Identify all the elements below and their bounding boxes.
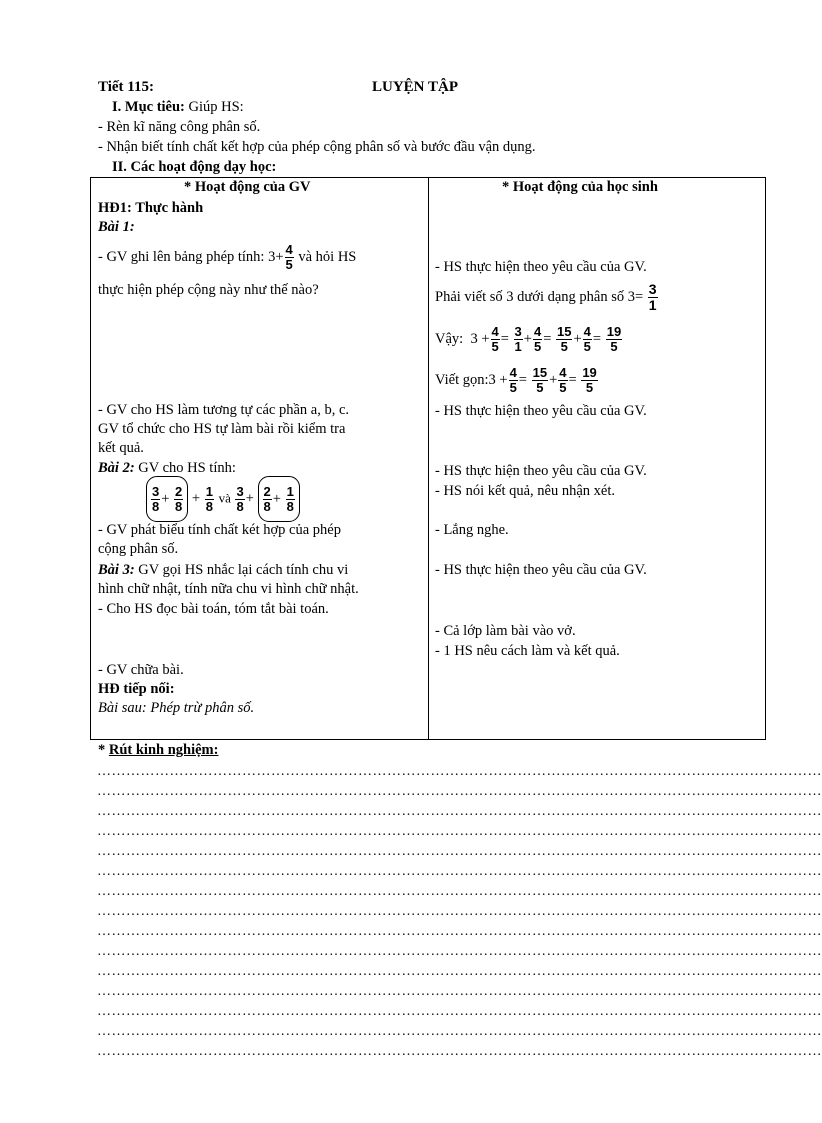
review-dotted-line: …………………………………………………………………………………………………………………………………… [97,944,822,959]
review-dotted-line: …………………………………………………………………………………………………………………………………… [97,1044,822,1059]
review-dotted-line: …………………………………………………………………………………………………………………………………… [97,1004,822,1019]
review-dotted-line: …………………………………………………………………………………………………………………………………… [97,804,822,819]
review-dotted-line: …………………………………………………………………………………………………………………………………… [97,764,822,779]
hd1-heading: HĐ1: Thực hành [98,200,204,216]
review-dotted-line: …………………………………………………………………………………………………………………………………… [97,904,822,919]
gv-instruction-line: - Cho HS đọc bài toán, tóm tắt bài toán. [98,601,329,617]
parenthesis-group: $\frac{3}{8}$ + $\frac{2}{8}$ [146,476,188,522]
hd-next-heading: HĐ tiếp nối: [98,681,175,697]
hs-calculation-short: Viết gọn:3 + $\frac{4}{5}$ = $\frac{15}{5}$ + $\frac{4}{5}$ = $\frac{19}{5}$ [435,365,597,396]
gv-instruction-line: kết quả. [98,440,144,456]
page-title: LUYỆN TẬP [372,79,458,95]
gv-instruction-line: GV tổ chức cho HS tự làm bài rồi kiểm tra [98,421,346,437]
hs-response: - HS nói kết quả, nêu nhận xét. [435,483,616,499]
gv-column-header: * Hoạt động của GV [184,179,311,195]
review-heading: Rút kinh nghiệm: [108,742,219,758]
hs-response: - 1 HS nêu cách làm và kết quả. [435,643,620,659]
hs-response: - HS thực hiện theo yêu cầu của GV. [435,259,647,275]
review-dotted-line: …………………………………………………………………………………………………………………………………… [97,784,822,799]
review-dotted-line: …………………………………………………………………………………………………………………………………… [97,964,822,979]
objective-item-1: - Rèn kĩ năng công phân số. [98,119,261,135]
review-dotted-line: …………………………………………………………………………………………………………………………………… [97,864,822,879]
bai2-expression: $\frac{3}{8}$ + $\frac{2}{8}$ + $\frac{1}{8}$ và $\frac{3}{8}$ + $\frac{2}{8}$ + $\frac{1}{8}$ [146,476,300,522]
bai3-line: Bài 3: GV gọi HS nhắc lại cách tính chu vi [98,562,349,578]
gv-instruction-line: - GV phát biểu tính chất két hợp của phép [98,522,341,538]
table-column-divider [428,177,429,740]
fraction-4-5: $\frac{4}{5}$ [285,242,293,273]
review-dotted-line: …………………………………………………………………………………………………………………………………… [97,1024,822,1039]
review-dotted-line: …………………………………………………………………………………………………………………………………… [97,924,822,939]
gv-instruction-line: cộng phân số. [98,541,179,557]
objectives-intro: Giúp HS: [184,99,244,115]
lesson-number: Tiết 115: [98,79,154,95]
hs-response-fraction: Phải viết số 3 dưới dạng phân số 3= $\frac{3}{1}$ [435,281,657,314]
bai2-label: Bài 2: [98,460,135,476]
bai1-label: Bài 1: [98,219,135,235]
bai1-question-cont: thực hiện phép cộng này như thế nào? [98,282,319,298]
activities-heading: II. Các hoạt động dạy học: [112,159,277,175]
objectives-line [112,99,244,116]
objective-item-2: - Nhận biết tính chất kết hợp của phép cộng phân số và bước đầu vận dụng. [98,139,536,155]
hs-response: - HS thực hiện theo yêu cầu của GV. [435,463,647,479]
hs-response: - HS thực hiện theo yêu cầu của GV. [435,403,647,419]
bai3-label: Bài 3: [98,562,135,578]
gv-instruction-line: - GV chữa bài. [98,662,184,678]
gv-instruction-line: hình chữ nhật, tính nữa chu vi hình chữ nhật. [98,581,359,597]
review-heading-line: * Rút kinh nghiệm: [98,742,219,758]
hs-calculation: Vậy: 3 + $\frac{4}{5}$ = $\frac{3}{1}$ + $\frac{4}{5}$ = $\frac{15}{5}$ + $\frac{4}{5}$ = $\frac{19}{5}$ [435,324,622,355]
hs-response: - Lắng nghe. [435,522,509,538]
bai2-line: Bài 2: GV cho HS tính: [98,460,236,476]
hs-response: - HS thực hiện theo yêu cầu của GV. [435,562,647,578]
hs-column-header: * Hoạt động của học sinh [502,179,658,195]
review-dotted-line: …………………………………………………………………………………………………………………………………… [97,884,822,899]
review-dotted-line: …………………………………………………………………………………………………………………………………… [97,824,822,839]
objectives-heading: I. Mục tiêu: [112,99,185,115]
parenthesis-group: $\frac{2}{8}$ + $\frac{1}{8}$ [258,476,300,522]
review-dotted-line: …………………………………………………………………………………………………………………………………… [97,844,822,859]
gv-instruction-line: - GV cho HS làm tương tự các phần a, b, c. [98,402,350,418]
review-dotted-line: …………………………………………………………………………………………………………………………………… [97,984,822,999]
hs-response: - Cả lớp làm bài vào vở. [435,623,576,639]
bai1-question: - GV ghi lên bảng phép tính: 3+ $\frac{4}{5}$ và hỏi HS [98,242,357,273]
next-lesson: Bài sau: Phép trừ phân số. [98,700,255,716]
